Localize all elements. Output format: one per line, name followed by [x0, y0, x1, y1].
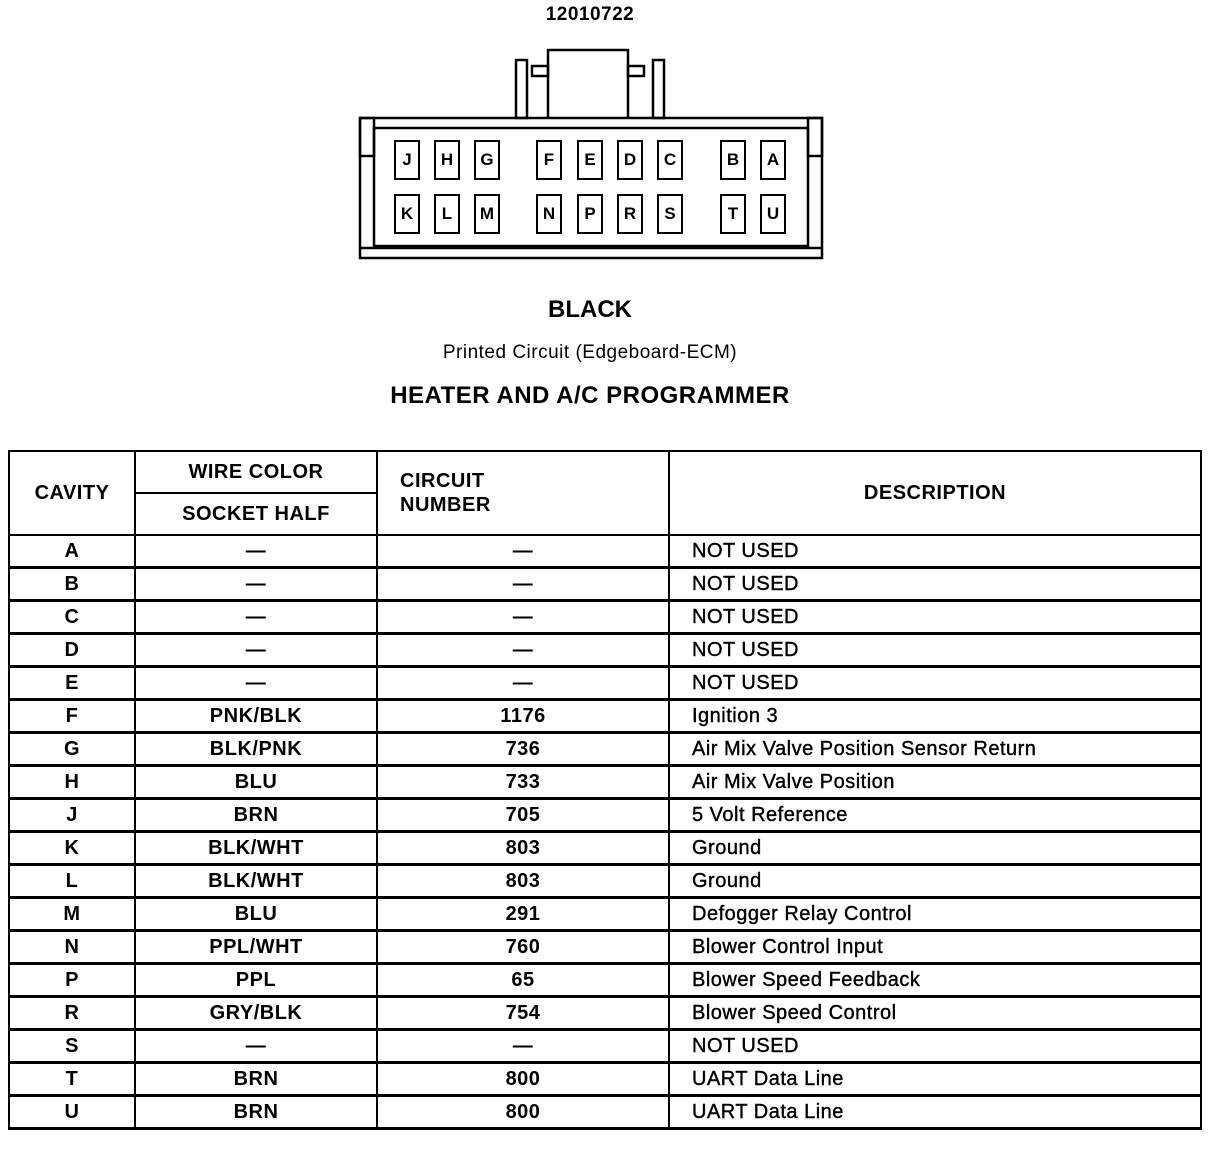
cell-description: 5 Volt Reference [669, 799, 1201, 832]
table-row [9, 865, 1201, 898]
pin-label: A [760, 140, 786, 180]
table-row [9, 931, 1201, 964]
cell-description: Air Mix Valve Position Sensor Return [669, 733, 1201, 766]
cell-wire-color: BRN [135, 1063, 377, 1096]
table-row [9, 964, 1201, 997]
cell-wire-color: — [135, 535, 377, 568]
pin-label: U [760, 194, 786, 234]
table-row [9, 898, 1201, 931]
cell-wire-color: — [135, 1030, 377, 1063]
table-row [9, 733, 1201, 766]
cell-cavity: N [9, 931, 135, 964]
cell-circuit: 800 [377, 1063, 669, 1096]
pin-label: B [720, 140, 746, 180]
cell-cavity: P [9, 964, 135, 997]
cell-circuit: 800 [377, 1096, 669, 1129]
cell-cavity: A [9, 535, 135, 568]
cell-circuit: — [377, 535, 669, 568]
cell-cavity: F [9, 700, 135, 733]
cell-wire-color: BLU [135, 898, 377, 931]
cell-wire-color: PPL/WHT [135, 931, 377, 964]
header-circuit-line1: CIRCUIT [400, 470, 485, 492]
cell-circuit: 736 [377, 733, 669, 766]
pin-label: N [536, 194, 562, 234]
cell-description: Air Mix Valve Position [669, 766, 1201, 799]
header-cavity: CAVITY [9, 451, 135, 535]
connector-part-number: 12010722 [545, 4, 635, 25]
cell-description: NOT USED [669, 1030, 1201, 1063]
table-row [9, 766, 1201, 799]
header-wire-color: WIRE COLOR [135, 451, 377, 493]
table-row [9, 799, 1201, 832]
cell-wire-color: — [135, 601, 377, 634]
cell-wire-color: BLU [135, 766, 377, 799]
table-row [9, 1063, 1201, 1096]
cell-wire-color: GRY/BLK [135, 997, 377, 1030]
cell-circuit: — [377, 601, 669, 634]
pin-label: E [577, 140, 603, 180]
cell-wire-color: PNK/BLK [135, 700, 377, 733]
cell-circuit: 1176 [377, 700, 669, 733]
cell-wire-color: — [135, 667, 377, 700]
cell-wire-color: BLK/WHT [135, 832, 377, 865]
pin-label: F [536, 140, 562, 180]
table-row [9, 832, 1201, 865]
cell-wire-color: PPL [135, 964, 377, 997]
cell-description: NOT USED [669, 667, 1201, 700]
pin-label: S [657, 194, 683, 234]
connector-face-diagram [0, 0, 1216, 290]
connector-outline [0, 0, 1216, 290]
connector-type: Printed Circuit (Edgeboard-ECM) [442, 342, 738, 363]
cell-cavity: U [9, 1096, 135, 1129]
pin-label: R [617, 194, 643, 234]
pin-label: H [434, 140, 460, 180]
table-row [9, 1030, 1201, 1063]
connector-name: HEATER AND A/C PROGRAMMER [390, 382, 790, 409]
cell-cavity: H [9, 766, 135, 799]
cell-cavity: B [9, 568, 135, 601]
pin-label: J [394, 140, 420, 180]
cell-description: UART Data Line [669, 1096, 1201, 1129]
table-row [9, 700, 1201, 733]
cell-cavity: R [9, 997, 135, 1030]
cell-cavity: T [9, 1063, 135, 1096]
pin-label: M [474, 194, 500, 234]
table-row [9, 568, 1201, 601]
cell-circuit: 803 [377, 865, 669, 898]
cell-circuit: 754 [377, 997, 669, 1030]
header-description: DESCRIPTION [669, 451, 1201, 535]
cell-circuit: — [377, 667, 669, 700]
cell-description: Ground [669, 832, 1201, 865]
cell-cavity: J [9, 799, 135, 832]
cell-circuit: 65 [377, 964, 669, 997]
cell-cavity: L [9, 865, 135, 898]
cell-cavity: D [9, 634, 135, 667]
cell-circuit: 291 [377, 898, 669, 931]
table-row [9, 535, 1201, 568]
table-row [9, 667, 1201, 700]
cell-description: Blower Speed Feedback [669, 964, 1201, 997]
cell-description: Ground [669, 865, 1201, 898]
cell-description: Ignition 3 [669, 700, 1201, 733]
cell-description: NOT USED [669, 535, 1201, 568]
cell-description: NOT USED [669, 634, 1201, 667]
cell-description: Blower Speed Control [669, 997, 1201, 1030]
cell-cavity: S [9, 1030, 135, 1063]
cell-cavity: E [9, 667, 135, 700]
cell-circuit: 760 [377, 931, 669, 964]
table-row [9, 997, 1201, 1030]
table-row [9, 1096, 1201, 1129]
header-socket-half: SOCKET HALF [135, 493, 377, 535]
header-circuit-number [377, 451, 669, 535]
cell-circuit: 705 [377, 799, 669, 832]
cell-description: NOT USED [669, 601, 1201, 634]
cell-description: NOT USED [669, 568, 1201, 601]
cell-circuit: 733 [377, 766, 669, 799]
table-row [9, 601, 1201, 634]
connector-color: BLACK [548, 296, 632, 323]
cell-wire-color: — [135, 568, 377, 601]
cell-cavity: K [9, 832, 135, 865]
header-circuit-line2: NUMBER [400, 494, 491, 516]
cell-wire-color: BLK/PNK [135, 733, 377, 766]
cell-cavity: C [9, 601, 135, 634]
cell-wire-color: — [135, 634, 377, 667]
pin-label: L [434, 194, 460, 234]
table-row [9, 634, 1201, 667]
pin-label: C [657, 140, 683, 180]
cell-wire-color: BLK/WHT [135, 865, 377, 898]
cell-wire-color: BRN [135, 1096, 377, 1129]
cell-cavity: G [9, 733, 135, 766]
cell-circuit: — [377, 568, 669, 601]
pin-label: G [474, 140, 500, 180]
cell-wire-color: BRN [135, 799, 377, 832]
cell-circuit: — [377, 634, 669, 667]
cell-description: Blower Control Input [669, 931, 1201, 964]
pinout-table [8, 450, 1202, 1130]
pin-label: D [617, 140, 643, 180]
cell-cavity: M [9, 898, 135, 931]
cell-circuit: — [377, 1030, 669, 1063]
pin-label: K [394, 194, 420, 234]
cell-circuit: 803 [377, 832, 669, 865]
pin-label: P [577, 194, 603, 234]
pin-label: T [720, 194, 746, 234]
cell-description: UART Data Line [669, 1063, 1201, 1096]
cell-description: Defogger Relay Control [669, 898, 1201, 931]
